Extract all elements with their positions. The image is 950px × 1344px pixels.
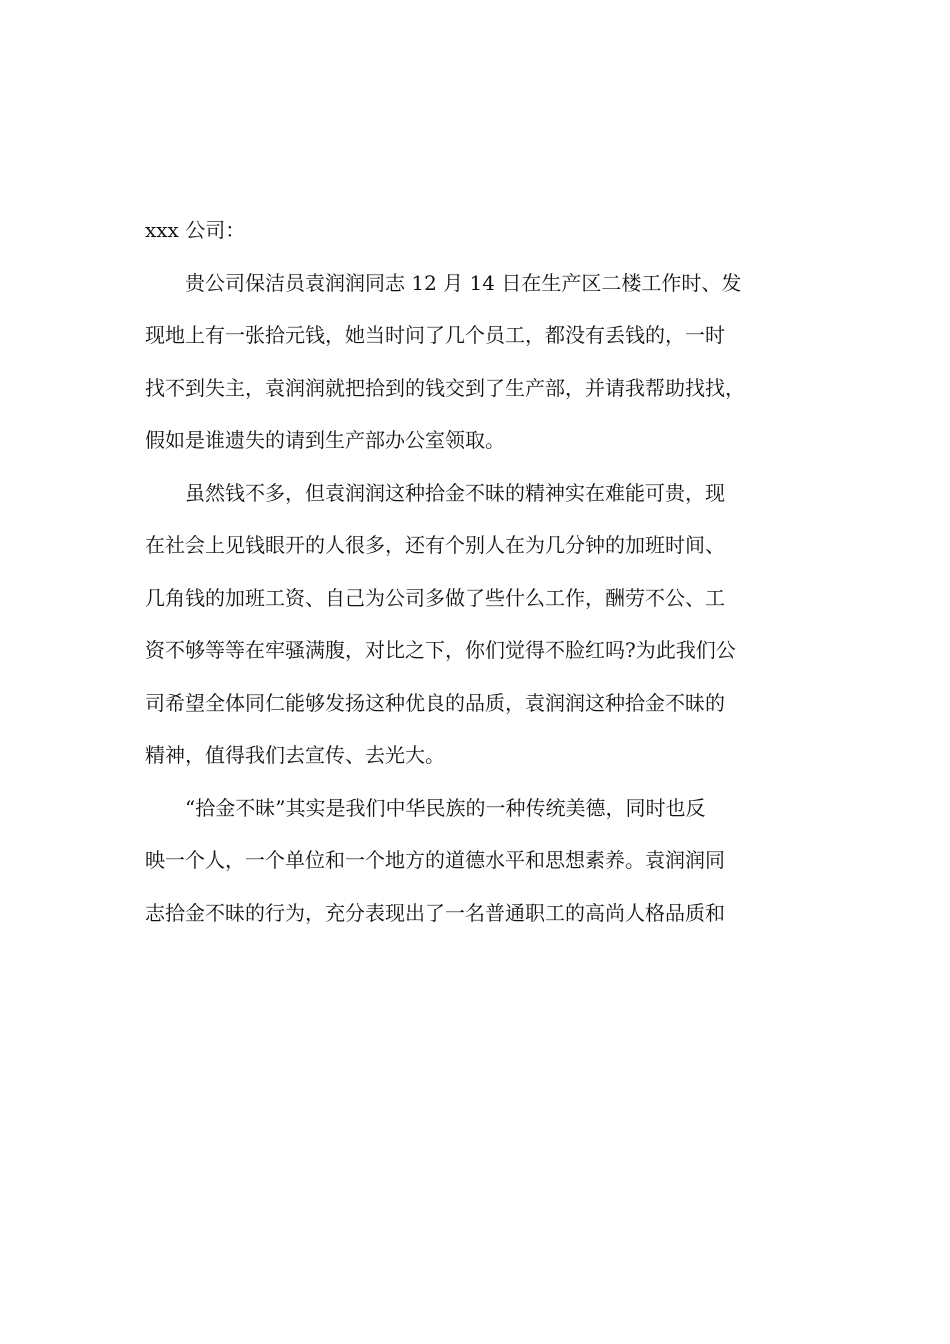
paragraph-virtue: “拾金不昧”其实是我们中华民族的一种传统美德，同时也反 映一个人，一个单位和一个地方的道德水平和思想素养。袁润润同 志拾金不昧的行为，充分表现出了一名普通职工的高尚人格品质和 [145, 795, 725, 925]
salutation: xxx 公司： [145, 218, 246, 242]
paragraph-report: 贵公司保洁员袁润润同志 12 月 14 日在生产区二楼工作时、发 现地上有一张拾元钱，她当时问了几个员工，都没有丢钱的，一时 找不到失主，袁润润就把拾到的钱交到了生产部，并请我帮助找找， 假如是谁遗失的请到生产部办公室领取。 [145, 270, 745, 452]
letter-body [145, 204, 825, 939]
paragraph-praise: 虽然钱不多，但袁润润这种拾金不昧的精神实在难能可贵，现 在社会上见钱眼开的人很多，还有个别人在为几分钟的加班时间、 几角钱的加班工资、自己为公司多做了些什么工作，酬劳不公、工 资不够等等在牢骚满腹，对比之下，你们觉得不脸红吗?为此我们公 司希望全体同仁能够发扬这种优良的品质，袁润润这种拾金不昧的 精神，值得我们去宣传、去光大。 [145, 480, 736, 767]
